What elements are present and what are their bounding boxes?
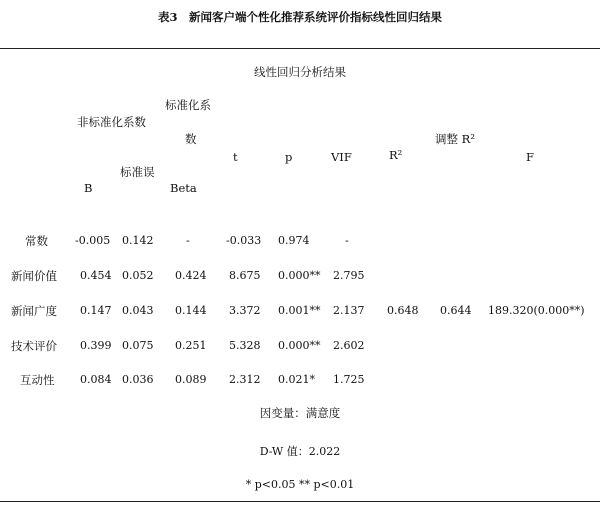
header-standardized-line1: 标准化系 (165, 98, 211, 112)
cell-p: 0.021* (278, 373, 315, 386)
cell-t: 8.675 (229, 269, 261, 282)
cell-f: 189.320(0.000**) (488, 304, 585, 317)
cell-r2: 0.648 (387, 304, 419, 317)
cell-adjusted-r2: 0.644 (440, 304, 472, 317)
cell-b: 0.454 (80, 269, 112, 282)
header-p: p (285, 150, 293, 164)
bottom-rule (0, 501, 600, 502)
header-beta: Beta (170, 181, 197, 195)
cell-se: 0.142 (122, 234, 154, 247)
cell-b: 0.399 (80, 339, 112, 352)
row-label: 互动性 (20, 373, 55, 387)
cell-p: 0.000** (278, 339, 321, 352)
cell-vif: 2.795 (333, 269, 365, 282)
durbin-watson-note: D-W 值：2.022 (259, 445, 341, 458)
cell-beta: - (186, 234, 190, 247)
header-f: F (526, 150, 534, 164)
header-t: t (233, 150, 238, 164)
cell-vif: 1.725 (333, 373, 365, 386)
header-b: B (84, 181, 93, 195)
cell-vif: 2.602 (333, 339, 365, 352)
header-std-error: 标准误 (120, 165, 155, 179)
cell-beta: 0.089 (175, 373, 207, 386)
cell-se: 0.036 (122, 373, 154, 386)
top-rule (0, 48, 600, 49)
cell-beta: 0.424 (175, 269, 207, 282)
row-label: 新闻价值 (11, 269, 57, 283)
cell-se: 0.043 (122, 304, 154, 317)
significance-note: * p<0.05 ** p<0.01 (245, 478, 355, 491)
cell-vif: - (345, 234, 349, 247)
header-adjusted-r2: 调整 R² (435, 132, 475, 146)
cell-b: -0.005 (75, 234, 111, 247)
header-vif: VIF (331, 150, 352, 164)
cell-p: 0.974 (278, 234, 310, 247)
cell-p: 0.001** (278, 304, 321, 317)
cell-b: 0.084 (80, 373, 112, 386)
cell-t: 5.328 (229, 339, 261, 352)
table-subtitle: 线性回归分析结果 (254, 65, 346, 79)
cell-t: -0.033 (226, 234, 262, 247)
header-r2: R² (389, 148, 403, 162)
cell-vif: 2.137 (333, 304, 365, 317)
header-unstandardized: 非标准化系数 (77, 115, 146, 129)
cell-se: 0.052 (122, 269, 154, 282)
cell-beta: 0.251 (175, 339, 207, 352)
table-title: 表3 新闻客户端个性化推荐系统评价指标线性回归结果 (158, 10, 442, 24)
cell-t: 2.312 (229, 373, 261, 386)
cell-beta: 0.144 (175, 304, 207, 317)
dependent-variable-note: 因变量：满意度 (259, 406, 341, 420)
cell-se: 0.075 (122, 339, 154, 352)
header-standardized-line2: 数 (185, 132, 197, 146)
cell-b: 0.147 (80, 304, 112, 317)
row-label: 新闻广度 (11, 304, 57, 318)
cell-p: 0.000** (278, 269, 321, 282)
row-label: 常数 (25, 234, 48, 248)
row-label: 技术评价 (11, 339, 57, 353)
cell-t: 3.372 (229, 304, 261, 317)
